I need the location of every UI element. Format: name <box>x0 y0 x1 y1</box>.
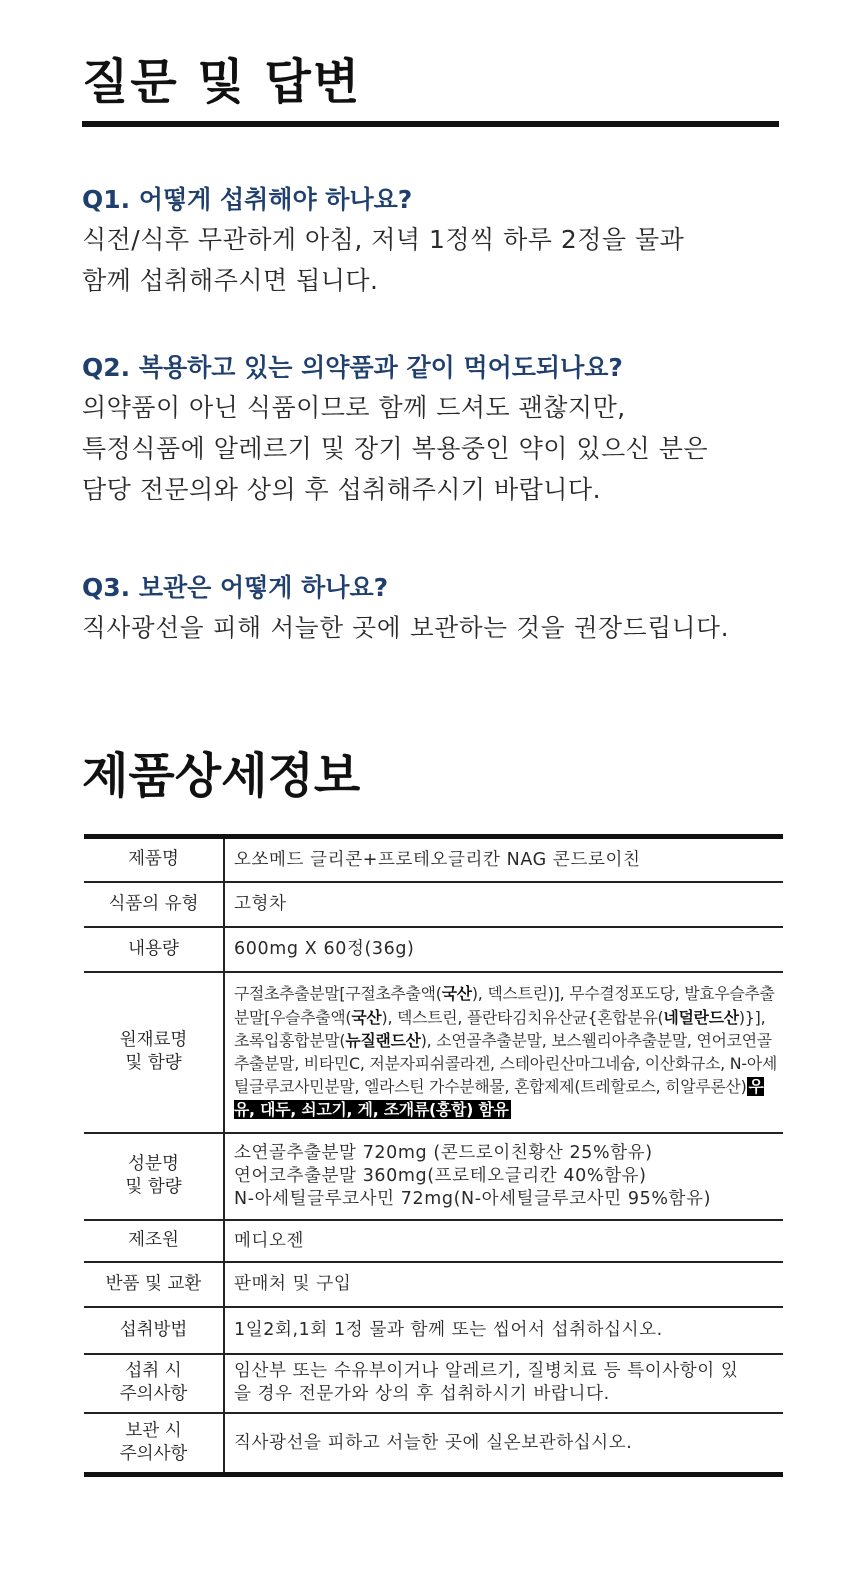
component-line-3: N-아세틸글루코사민 72mg(N-아세틸글루코사민 95%함유) <box>234 1188 711 1209</box>
origin-new-zealand: 뉴질랜드산 <box>345 1030 421 1050</box>
spec-value-return: 판매처 및 구입 <box>224 1262 783 1307</box>
spec-label-name: 제품명 <box>84 837 224 882</box>
spec-row-intake-caution <box>84 1354 783 1413</box>
qa-answer-2: 의약품이 아닌 식품이므로 함께 드셔도 괜찮지만, 특정식품에 알레르기 및 장기 복용중인 약이 있으신 분은 담당 전문의와 상의 후 섭취해주시기 바랍니다. <box>82 393 709 504</box>
spec-value-storage-caution: 직사광선을 피하고 서늘한 곳에 실온보관하십시오. <box>234 1432 633 1453</box>
intake-caution-line-2: 을 경우 전문가와 상의 후 섭취하시기 바랍니다. <box>234 1384 610 1404</box>
product-detail-table <box>84 834 783 1477</box>
spec-label-components-line2: 및 함량 <box>125 1177 182 1197</box>
origin-netherlands: 네덜란드산 <box>663 1007 739 1027</box>
spec-label-intake-caution-line1: 섭취 시 <box>125 1361 182 1381</box>
intake-caution-line-1: 임산부 또는 수유부이거나 알레르기, 질병치료 등 특이사항이 있 <box>234 1361 739 1381</box>
spec-value-intake-caution <box>224 1354 783 1413</box>
spec-row-manufacturer <box>84 1220 783 1262</box>
spec-value-manufacturer: 메디오젠 <box>224 1220 783 1262</box>
qa-item-1 <box>82 181 802 301</box>
spec-label-ingredients-line1: 원재료명 <box>119 1030 188 1050</box>
qa-question-1: Q1. 어떻게 섭취해야 하나요? <box>82 185 413 214</box>
spec-row-return <box>84 1262 783 1307</box>
spec-label-ingredients <box>84 972 224 1133</box>
spec-label-components <box>84 1133 224 1220</box>
qa-question-2: Q2. 복용하고 있는 의약품과 같이 먹어도되나요? <box>82 353 623 382</box>
component-line-1: 소연골추출분말 720mg (콘드로이친황산 25%함유) <box>234 1142 653 1163</box>
spec-label-manufacturer: 제조원 <box>84 1220 224 1262</box>
spec-label-intake-caution-line2: 주의사항 <box>119 1384 188 1404</box>
spec-label-volume: 내용량 <box>84 927 224 972</box>
qa-title-divider <box>82 121 779 127</box>
spec-label-storage-caution <box>84 1413 224 1475</box>
spec-value-method: 1일2회,1회 1정 물과 함께 또는 씹어서 섭취하십시오. <box>224 1307 783 1354</box>
spec-value-name: 오쏘메드 글리콘+프로테오글리칸 NAG 콘드로이친 <box>224 837 783 882</box>
spec-label-return: 반품 및 교환 <box>84 1262 224 1307</box>
spec-label-method: 섭취방법 <box>84 1307 224 1354</box>
spec-value-volume: 600mg X 60정(36g) <box>224 927 783 972</box>
component-line-2: 연어코추출분말 360mg(프로테오글리칸 40%함유) <box>234 1165 647 1186</box>
qa-item-3 <box>82 569 802 648</box>
spec-value-ingredients <box>224 972 783 1133</box>
qa-section-title: 질문 및 답변 <box>82 54 362 110</box>
origin-korea: 국산 <box>441 984 472 1004</box>
spec-label-type: 식품의 유형 <box>84 882 224 927</box>
spec-row-volume <box>84 927 783 972</box>
ingredients-text: 구절초추출분말[구절초추출액( <box>234 984 442 1004</box>
ingredients-text: )}], 초록입홍합분말( <box>234 1007 766 1050</box>
spec-label-ingredients-line2: 및 함량 <box>125 1053 182 1073</box>
spec-row-components <box>84 1133 783 1220</box>
spec-row-storage-caution <box>84 1413 783 1475</box>
spec-row-name <box>84 837 783 882</box>
ingredients-text: ), 소연골추출분말, 보스웰리아추출분말, 연어코연골추출분말, 비타민C, 저분자피쉬콜라겐, 스테아린산마그네슘, 이산화규소, N-아세틸글루코사민분말, 엘라스틴 가수분해물, 혼합제제(트레할로스, 히알루론산) <box>234 1030 778 1097</box>
spec-row-type <box>84 882 783 927</box>
qa-question-3: Q3. 보관은 어떻게 하나요? <box>82 573 389 602</box>
spec-label-storage-caution-line2: 주의사항 <box>119 1443 188 1464</box>
ingredients-text: ), 덱스트린)], 무수결정포도당, 발효우슬추출분말[우슬추출액( <box>234 984 775 1027</box>
spec-row-ingredients <box>84 972 783 1133</box>
origin-korea: 국산 <box>351 1007 382 1027</box>
product-detail-title: 제품상세정보 <box>82 748 361 804</box>
spec-label-components-line1: 성분명 <box>128 1154 179 1174</box>
spec-label-storage-caution-line1: 보관 시 <box>125 1420 182 1441</box>
spec-value-components <box>224 1133 783 1220</box>
qa-answer-3: 직사광선을 피해 서늘한 곳에 보관하는 것을 권장드립니다. <box>82 613 730 642</box>
spec-row-method <box>84 1307 783 1354</box>
allergen-badge: 우유, 대두, 쇠고기, 게, 조개류(홍합) 함유 <box>234 1077 764 1120</box>
spec-value-type: 고형차 <box>224 882 783 927</box>
qa-item-2 <box>82 349 802 510</box>
qa-answer-1: 식전/식후 무관하게 아침, 저녁 1정씩 하루 2정을 물과 함께 섭취해주시면 됩니다. <box>82 225 685 295</box>
ingredients-text: ), 덱스트린, 플란타김치유산균{혼합분유( <box>381 1007 664 1027</box>
spec-label-intake-caution <box>84 1354 224 1413</box>
